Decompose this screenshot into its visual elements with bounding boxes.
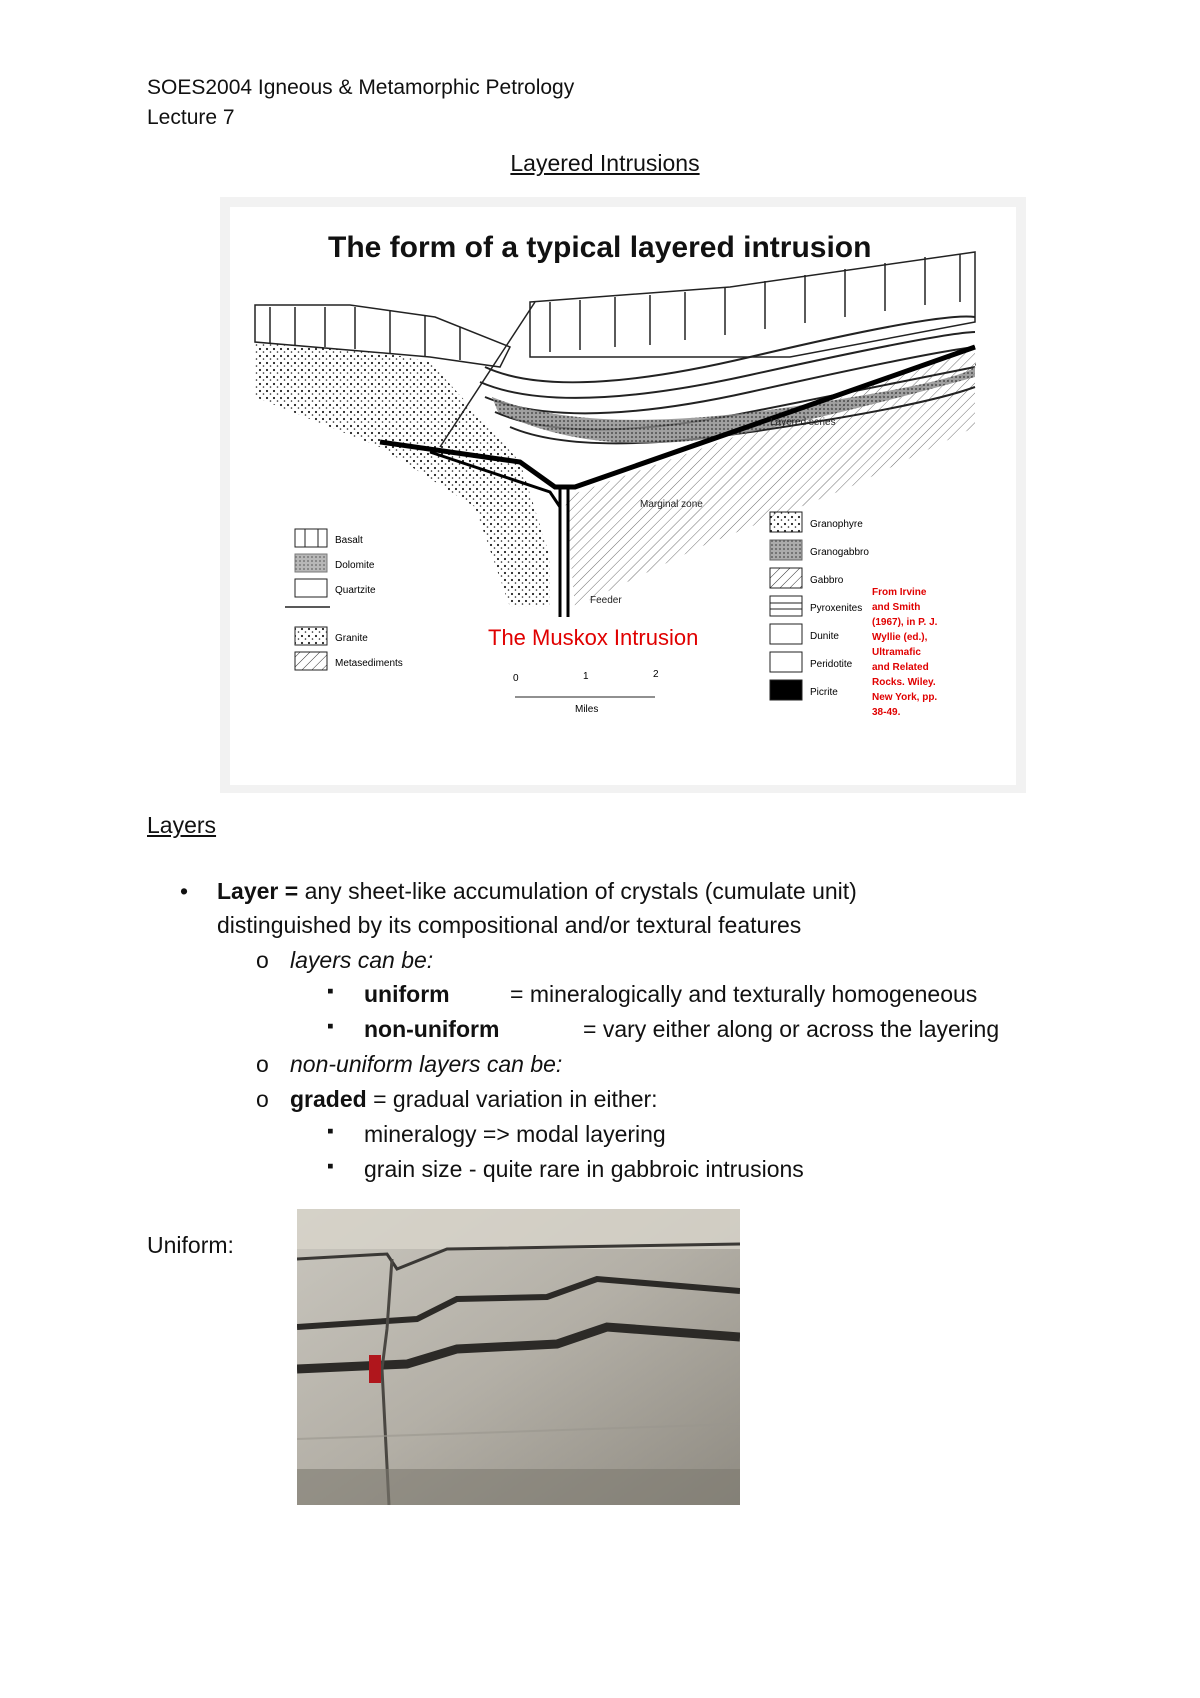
graded-line xyxy=(290,1086,658,1113)
square-marker: ▪ xyxy=(327,1121,334,1142)
circle-marker: o xyxy=(256,1051,269,1077)
graded-item-grain-size: grain size - quite rare in gabbroic intrusions xyxy=(364,1156,804,1182)
layer-definition-1: any sheet-like accumulation of crystals (cumulate unit) xyxy=(298,878,857,904)
nonuniform-can-be: non-uniform layers can be: xyxy=(290,1051,563,1077)
legend-granite: Granite xyxy=(335,633,368,644)
citation-line: and Related xyxy=(872,662,929,673)
label-layered-series: Layered series xyxy=(770,417,836,428)
uniform-layering-photo xyxy=(297,1209,740,1505)
citation-line: From Irvine xyxy=(872,587,927,598)
legend-pyroxenites: Pyroxenites xyxy=(810,603,863,614)
legend-dolomite: Dolomite xyxy=(335,560,375,571)
fault-line xyxy=(440,302,535,447)
graded-item-mineralogy: mineralogy => modal layering xyxy=(364,1121,666,1147)
square-marker: ▪ xyxy=(327,1156,334,1177)
uniform-term: uniform xyxy=(364,981,450,1007)
citation-line: 38-49. xyxy=(872,707,901,718)
figure-heading: The form of a typical layered intrusion xyxy=(328,231,872,264)
legend-granogabbro: Granogabbro xyxy=(810,547,869,558)
uniform-desc: = mineralogically and texturally homogeneous xyxy=(510,981,978,1007)
legend-left xyxy=(285,529,403,670)
circle-marker: o xyxy=(256,1086,269,1112)
citation-line: (1967), in P. J. xyxy=(872,617,938,628)
label-marginal-zone: Marginal zone xyxy=(640,499,703,510)
section-heading: Layers xyxy=(147,812,217,838)
citation xyxy=(872,587,938,718)
layer-definition-2: distinguished by its compositional and/or textural features xyxy=(217,912,802,938)
lecture-number: Lecture 7 xyxy=(147,106,235,129)
graded-desc: = gradual variation in either: xyxy=(366,1086,658,1112)
scale-tick-1: 1 xyxy=(583,671,589,682)
intrusion-figure xyxy=(220,197,1026,793)
legend-peridotite: Peridotite xyxy=(810,659,853,670)
feeder-dyke xyxy=(560,487,568,617)
legend-right xyxy=(770,512,869,700)
legend-basalt: Basalt xyxy=(335,535,363,546)
citation-line: New York, pp. xyxy=(872,692,938,703)
nonuniform-term: non-uniform xyxy=(364,1016,500,1042)
nonuniform-desc: = vary either along or across the layering xyxy=(583,1016,1000,1042)
legend-gabbro: Gabbro xyxy=(810,575,844,586)
legend-picrite: Picrite xyxy=(810,687,838,698)
label-feeder: Feeder xyxy=(590,595,622,606)
legend-granophyre: Granophyre xyxy=(810,519,863,530)
circle-marker: o xyxy=(256,947,269,973)
intrusion-diagram xyxy=(230,207,1016,785)
citation-line: Ultramafic xyxy=(872,647,921,658)
scale-bar xyxy=(513,669,659,715)
course-title: SOES2004 Igneous & Metamorphic Petrology xyxy=(147,76,575,99)
graded-term: graded xyxy=(290,1086,367,1112)
layers-can-be: layers can be: xyxy=(290,947,434,973)
photo-label: Uniform: xyxy=(147,1232,234,1258)
square-marker: ▪ xyxy=(327,1016,334,1037)
square-marker: ▪ xyxy=(327,981,334,1002)
page-title: Layered Intrusions xyxy=(510,150,700,176)
bullet-marker: • xyxy=(180,878,189,904)
legend-metasediments: Metasediments xyxy=(335,658,403,669)
citation-line: and Smith xyxy=(872,602,921,613)
scale-tick-2: 2 xyxy=(653,669,659,680)
bullet-line-1 xyxy=(217,878,857,905)
legend-quartzite: Quartzite xyxy=(335,585,376,596)
citation-line: Rocks. Wiley. xyxy=(872,677,936,688)
legend-dunite: Dunite xyxy=(810,631,839,642)
figure-subtitle: The Muskox Intrusion xyxy=(488,625,699,650)
citation-line: Wyllie (ed.), xyxy=(872,632,928,643)
layer-term: Layer = xyxy=(217,878,299,904)
scale-unit: Miles xyxy=(575,704,599,715)
scale-tick-0: 0 xyxy=(513,673,519,684)
